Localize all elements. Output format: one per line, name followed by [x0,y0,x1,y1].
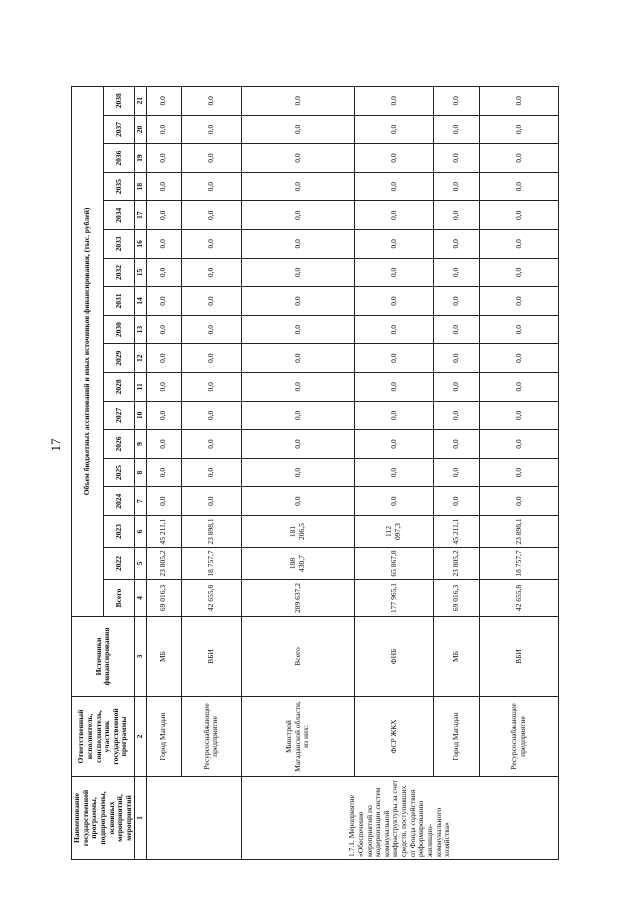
column-number: 15 [135,258,147,287]
column-number-row [135,29,147,859]
year-value-cell: 0,0 [479,144,558,173]
year-value-cell: 0,0 [241,201,354,230]
year-value-cell: 0,0 [147,458,182,487]
header-year: 2028 [103,373,135,402]
year-value-cell: 0,0 [147,401,182,430]
header-funding-volume: Объем бюджетных ассигнований и иных источников финансирования, (тыс. рублей) [72,86,104,616]
year-value-cell: 0,0 [434,458,480,487]
executor-cell: Минстрой Магаданской области, из них: [241,697,354,777]
header-year: 2030 [103,315,135,344]
year-value-cell: 0,0 [181,287,241,316]
program-name-empty [147,777,242,860]
header-year: 2031 [103,287,135,316]
year-value-cell: 0,0 [181,144,241,173]
column-number: 11 [135,373,147,402]
column-number: 6 [135,516,147,548]
funding-source-cell: ВБИ [181,617,241,697]
executor-cell: Город Магадан [434,697,480,777]
year-value-cell: 0,0 [354,344,433,373]
year-value-cell: 0,0 [181,487,241,516]
header-year: 2037 [103,115,135,144]
header-year: 2023 [103,516,135,548]
measure-name: 1.7.1. Мероприятие «Обеспечение мероприятий по модернизации систем коммунальной инфраструктуры за счет средств, поступивших от Фонда содействия реформированию жилищно-коммунального хозяйства» [241,777,558,860]
rotated-table-wrapper [71,30,527,860]
year-value-cell: 0,0 [479,258,558,287]
year-value-cell: 0,0 [434,144,480,173]
header-year: 2035 [103,172,135,201]
year-value-cell: 0,0 [479,315,558,344]
executor-cell: Город Магадан [147,697,182,777]
year-value-cell: 0,0 [147,201,182,230]
column-number: 4 [135,580,147,617]
year-value-cell: 0,0 [434,487,480,516]
year-value-cell: 65 867,8 [354,548,433,580]
header-year: 2036 [103,144,135,173]
year-value-cell: 0,0 [434,230,480,259]
year-value-cell: 0,0 [241,144,354,173]
total-cell: 289 637,2 [241,580,354,617]
funding-source-cell: МБ [434,617,480,697]
year-value-cell: 0,0 [354,201,433,230]
column-number: 5 [135,548,147,580]
year-value-cell: 0,0 [181,401,241,430]
year-value-cell: 0,0 [181,315,241,344]
year-value-cell: 0,0 [181,86,241,115]
year-value-cell: 0,0 [354,144,433,173]
column-number: 12 [135,344,147,373]
total-cell: 177 965,1 [354,580,433,617]
column-number: 10 [135,401,147,430]
year-value-cell: 0,0 [181,201,241,230]
header-year: 2022 [103,548,135,580]
year-value-cell: 0,0 [147,315,182,344]
header-year: 2029 [103,344,135,373]
table-row [241,29,354,859]
header-executor: Ответственный исполнитель, соисполнитель, участник государственной программы [72,697,135,777]
year-value-cell: 45 211,1 [147,516,182,548]
year-value-cell: 23 898,1 [479,516,558,548]
year-value-cell: 0,0 [479,287,558,316]
executor-cell: Ресурсоснабжающее предприятие [181,697,241,777]
year-value-cell: 0,0 [147,86,182,115]
total-cell: 42 655,8 [479,580,558,617]
year-value-cell: 0,0 [241,315,354,344]
year-value-cell: 0,0 [479,401,558,430]
year-value-cell: 0,0 [479,201,558,230]
header-program-name: Наименование государственной программы, подпрограммы, основных мероприятий, мероприятий [72,777,135,860]
year-value-cell: 0,0 [434,115,480,144]
year-value-cell: 0,0 [147,172,182,201]
header-year: 2032 [103,258,135,287]
year-value-cell: 0,0 [479,230,558,259]
total-cell: 69 016,3 [147,580,182,617]
funding-source-cell: МБ [147,617,182,697]
year-value-cell: 0,0 [147,144,182,173]
year-value-cell: 0,0 [181,373,241,402]
header-year: 2026 [103,430,135,459]
column-number: 13 [135,315,147,344]
year-value-cell: 0,0 [241,373,354,402]
year-value-cell: 0,0 [479,430,558,459]
year-value-cell: 0,0 [181,458,241,487]
year-value-cell: 45 211,1 [434,516,480,548]
header-total: Всего [103,580,135,617]
column-number: 7 [135,487,147,516]
year-value-cell: 0,0 [147,344,182,373]
year-value-cell: 0,0 [241,458,354,487]
funding-source-cell: ФНБ [354,617,433,697]
year-value-cell: 0,0 [354,172,433,201]
year-value-cell: 0,0 [479,373,558,402]
header-year: 2025 [103,458,135,487]
total-cell: 69 016,3 [434,580,480,617]
table-row [354,29,433,859]
year-value-cell: 18 757,7 [181,548,241,580]
year-value-cell: 0,0 [354,430,433,459]
column-number: 20 [135,115,147,144]
column-number: 16 [135,230,147,259]
table-row [434,29,480,859]
year-value-cell: 0,0 [434,344,480,373]
table-row [479,29,558,859]
year-value-cell: 0,0 [241,86,354,115]
year-value-cell: 0,0 [181,115,241,144]
column-number: 9 [135,430,147,459]
header-year: 2024 [103,487,135,516]
year-value-cell: 0,0 [181,344,241,373]
year-value-cell: 0,0 [241,401,354,430]
year-value-cell: 0,0 [479,487,558,516]
year-value-cell: 0,0 [479,115,558,144]
year-value-cell: 0,0 [354,115,433,144]
header-year: 2033 [103,230,135,259]
column-number: 14 [135,287,147,316]
table-row [147,29,182,859]
year-value-cell: 0,0 [241,344,354,373]
financing-table [71,29,559,860]
year-value-cell: 23 805,2 [434,548,480,580]
column-number: 3 [135,617,147,697]
year-value-cell: 0,0 [241,172,354,201]
year-value-cell: 0,0 [434,86,480,115]
year-value-cell: 112 097,3 [354,516,433,548]
year-value-cell: 0,0 [479,86,558,115]
column-number: 1 [135,777,147,860]
year-value-cell: 0,0 [354,401,433,430]
year-value-cell: 0,0 [241,487,354,516]
year-value-cell: 0,0 [354,487,433,516]
executor-cell: Ресурсоснабжающее предприятие [479,697,558,777]
year-value-cell: 0,0 [147,487,182,516]
funding-source-cell: ВБИ [479,617,558,697]
column-number: 8 [135,458,147,487]
year-value-cell: 0,0 [434,258,480,287]
year-value-cell: 0,0 [241,258,354,287]
year-value-cell: 0,0 [479,458,558,487]
year-value-cell: 0,0 [181,172,241,201]
column-number: 21 [135,86,147,115]
header-year: 2034 [103,201,135,230]
header-year: 2038 [103,86,135,115]
year-value-cell: 0,0 [354,287,433,316]
year-value-cell: 0,0 [354,373,433,402]
year-value-cell: 0,0 [354,86,433,115]
year-value-cell: 18 757,7 [479,548,558,580]
year-value-cell: 0,0 [181,430,241,459]
year-value-cell: 0,0 [147,430,182,459]
year-value-cell: 0,0 [147,373,182,402]
funding-source-cell: Всего [241,617,354,697]
year-value-cell: 0,0 [434,172,480,201]
year-value-cell: 0,0 [181,230,241,259]
total-cell: 42 655,8 [181,580,241,617]
year-value-cell: 0,0 [479,344,558,373]
header-funding-source: Источники финансирования [72,617,135,697]
year-value-cell: 0,0 [354,230,433,259]
page-number: 17 [48,438,63,452]
executor-cell: ФСР ЖКХ [354,697,433,777]
column-number: 2 [135,697,147,777]
year-value-cell: 0,0 [354,458,433,487]
year-value-cell: 0,0 [181,258,241,287]
column-number: 19 [135,144,147,173]
year-value-cell: 0,0 [434,287,480,316]
table-row [181,29,241,859]
year-value-cell: 0,0 [354,258,433,287]
year-value-cell: 0,0 [147,258,182,287]
year-value-cell: 23 805,2 [147,548,182,580]
year-value-cell: 0,0 [434,201,480,230]
year-value-cell: 0,0 [241,115,354,144]
year-value-cell: 0,0 [147,115,182,144]
table-body [147,29,559,859]
year-value-cell: 0,0 [434,401,480,430]
year-value-cell: 0,0 [354,315,433,344]
year-value-cell: 108 430,7 [241,548,354,580]
column-number: 17 [135,201,147,230]
year-value-cell: 0,0 [479,172,558,201]
year-value-cell: 0,0 [434,430,480,459]
year-value-cell: 0,0 [147,230,182,259]
year-value-cell: 0,0 [241,287,354,316]
year-value-cell: 0,0 [434,315,480,344]
year-value-cell: 0,0 [147,287,182,316]
column-number: 18 [135,172,147,201]
year-value-cell: 0,0 [434,373,480,402]
year-value-cell: 0,0 [241,230,354,259]
year-value-cell: 23 898,1 [181,516,241,548]
year-value-cell: 181 206,5 [241,516,354,548]
year-value-cell: 0,0 [241,430,354,459]
header-year: 2027 [103,401,135,430]
